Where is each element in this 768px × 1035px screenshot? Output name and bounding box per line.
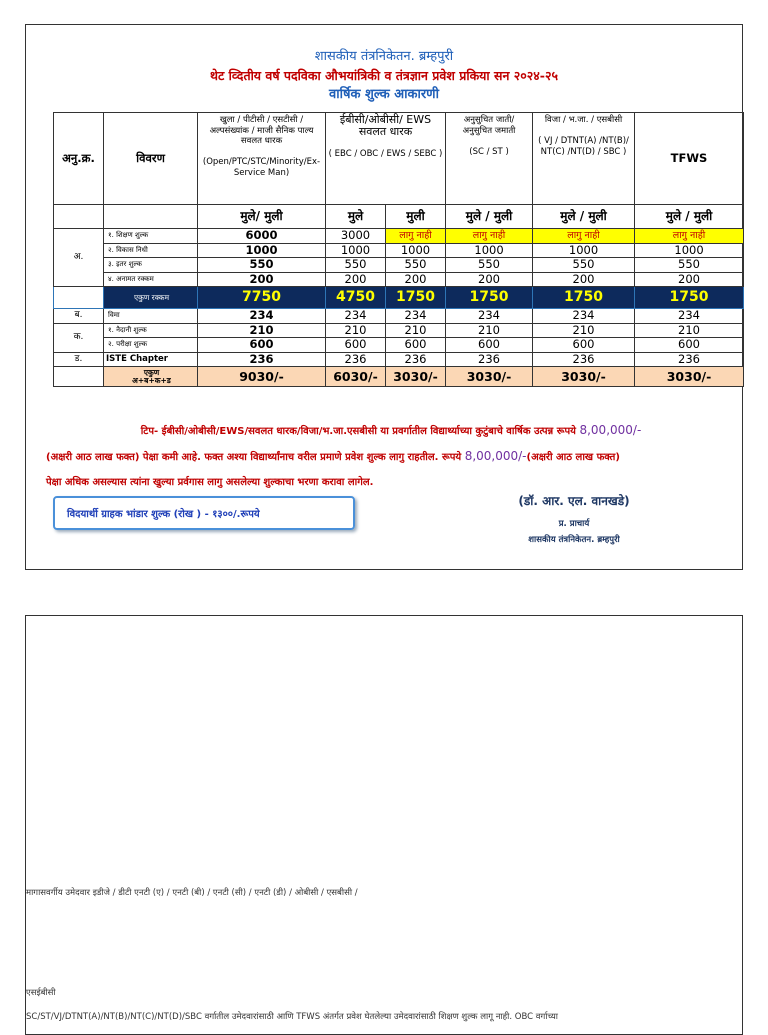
cell: 234 [386, 309, 446, 324]
cell: 600 [326, 338, 386, 353]
empty-cell [54, 367, 104, 387]
na-cell: लागु नाही [533, 229, 635, 244]
cell: 550 [326, 258, 386, 273]
cell: 1000 [533, 243, 635, 258]
cell: 1750 [446, 287, 533, 309]
cell: 236 [386, 352, 446, 367]
cell: 236 [198, 352, 326, 367]
cell: 6000 [198, 229, 326, 244]
cell: 236 [446, 352, 533, 367]
cell: 1000 [386, 243, 446, 258]
store-fee-box: विदयार्थी ग्राहक भांडार शुल्क (रोख ) - १३००/.रूपये [53, 496, 355, 530]
page2-line-3: SC/ST/VJ/DTNT(A)/NT(B)/NT(C)/NT(D)/SBC वर्गातील उमेदवारांसाठी आणि TFWS अंतर्गत प्रवेश घेतलेल्या उमेदवारांसाठी शिक्षण शुल्क लागू नाही. OBC वर्गाच्या [26, 1012, 558, 1022]
sub-empty [104, 205, 198, 229]
table-row [54, 258, 744, 273]
cell: 550 [386, 258, 446, 273]
cell: 234 [446, 309, 533, 324]
col-tfws: TFWS [635, 113, 744, 205]
cell: 210 [326, 323, 386, 338]
page-subtitle: वार्षिक शुल्क आकारणी [329, 87, 439, 102]
row-sr: ब. [54, 309, 104, 324]
row-item: २. परीक्षा शुल्क [104, 338, 198, 353]
cell: 600 [446, 338, 533, 353]
col-sc-mr: अनुसुचित जाती/ अनुसुचित जमाती [462, 115, 516, 136]
na-cell: लागु नाही [386, 229, 446, 244]
sub-boys: मुले [326, 205, 386, 229]
cell: 200 [533, 272, 635, 287]
cell: 1000 [326, 243, 386, 258]
subheader-row [54, 205, 744, 229]
note-line-1: टिप- ईबीसी/ओबीसी/EWS/सवलत धारक/विजा/भ.जा.एसबीसी या प्रवर्गातील विद्यार्थ्याच्या कुटुंबाचे वार्षिक उत्पन्न रूपये [140, 426, 576, 437]
signatory-institute: शासकीय तंत्रनिकेतन. ब्रम्हपुरी [528, 535, 620, 545]
col-sc-en: (SC / ST ) [469, 146, 509, 157]
cell: 234 [635, 309, 744, 324]
cell: 236 [533, 352, 635, 367]
cell: 3030/- [533, 367, 635, 387]
table-row [54, 243, 744, 258]
table-row [54, 352, 744, 367]
cell: 1000 [635, 243, 744, 258]
row-item: ४. अनामत रक्कम [104, 272, 198, 287]
page2-line-2: एसईबीसी [26, 988, 56, 998]
signatory-role: प्र. प्राचार्य [558, 519, 590, 529]
cell: 600 [635, 338, 744, 353]
cell: 3030/- [446, 367, 533, 387]
cell: 3000 [326, 229, 386, 244]
col-vj-en: ( VJ / DTNT(A) /NT(B)/ NT(C) /NT(D) / SBC ) [538, 136, 629, 157]
note-amount-2: 8,00,000/- [464, 449, 527, 463]
header-row [54, 113, 744, 205]
cell: 550 [533, 258, 635, 273]
empty-cell [54, 287, 104, 309]
cell: 200 [386, 272, 446, 287]
row-item: विमा [104, 309, 198, 324]
page-title: थेट व्दितीय वर्ष पदविका औभयांत्रिकी व तंत्रज्ञान प्रवेश प्रकिया सन २०२४-२५ [210, 68, 558, 83]
sub-open: मुले/ मुली [198, 205, 326, 229]
table-row [54, 229, 744, 244]
cell: 236 [635, 352, 744, 367]
sub-girls: मुली [386, 205, 446, 229]
cell: 210 [533, 323, 635, 338]
cell: 236 [326, 352, 386, 367]
col-sc [446, 113, 533, 205]
col-open [198, 113, 326, 205]
col-ebc-mr: ईबीसी/ओबीसी/ EWS सवलत धारक [339, 113, 432, 138]
cell: 3030/- [386, 367, 446, 387]
fee-table [53, 112, 744, 387]
cell: 1000 [446, 243, 533, 258]
cell: 6030/- [326, 367, 386, 387]
signatory-name: (डॉ. आर. एल. वानखडे) [518, 494, 630, 508]
total-row [54, 287, 744, 309]
income-note [46, 418, 736, 495]
cell: 1000 [198, 243, 326, 258]
row-item: १. शिक्षण शुल्क [104, 229, 198, 244]
table-row [54, 272, 744, 287]
col-ebc [326, 113, 446, 205]
na-cell: लागु नाही [446, 229, 533, 244]
table-row [54, 323, 744, 338]
page2-line-1: मागासवर्गीय उमेदवार इडीजे / डीटी एनटी (ए) / एनटी (बी) / एनटी (सी) / एनटी (डी) / ओबीसी / एसबीसी / [26, 888, 358, 898]
cell: 600 [198, 338, 326, 353]
cell: 1750 [533, 287, 635, 309]
na-cell: लागु नाही [635, 229, 744, 244]
group-label: अ. [54, 229, 104, 287]
col-open-mr: खुला / पीटीसी / एसटीसी / अल्पसंख्यांक / माजी सैनिक पाल्य सवलत धारक [209, 115, 314, 146]
cell: 234 [533, 309, 635, 324]
grand-label-1: एकुण [143, 367, 160, 377]
note-amount: 8,00,000/- [579, 423, 642, 437]
row-item: २. विकास निधी [104, 243, 198, 258]
table-row [54, 338, 744, 353]
fee-page [25, 24, 743, 570]
cell: 210 [446, 323, 533, 338]
cell: 600 [533, 338, 635, 353]
cell: 3030/- [635, 367, 744, 387]
cell: 210 [386, 323, 446, 338]
cell: 234 [326, 309, 386, 324]
col-ebc-en: ( EBC / OBC / EWS / SEBC ) [328, 148, 443, 159]
group-label: क. [54, 323, 104, 352]
second-page [25, 615, 743, 1035]
cell: 234 [198, 309, 326, 324]
table-row [54, 309, 744, 324]
col-desc: विवरण [104, 113, 198, 205]
total-label: एकुण रक्कम [104, 287, 198, 309]
cell: 600 [386, 338, 446, 353]
sub-sc: मुले / मुली [446, 205, 533, 229]
grand-total-row [54, 367, 744, 387]
cell: 1750 [635, 287, 744, 309]
cell: 210 [635, 323, 744, 338]
col-vj-mr: विजा / भ.जा. / एसबीसी [544, 115, 623, 125]
grand-total-label [104, 367, 198, 387]
cell: 200 [446, 272, 533, 287]
row-sr: ड. [54, 352, 104, 367]
cell: 200 [326, 272, 386, 287]
cell: 4750 [326, 287, 386, 309]
cell: 7750 [198, 287, 326, 309]
note-line-3: पेक्षा अधिक असल्यास त्यांना खुल्या प्रर्वगास लागु असलेल्या शुल्काचा भरणा करावा लागेल. [46, 477, 374, 488]
cell: 1750 [386, 287, 446, 309]
cell: 200 [198, 272, 326, 287]
cell: 9030/- [198, 367, 326, 387]
cell: 210 [198, 323, 326, 338]
sub-vj: मुले / मुली [533, 205, 635, 229]
col-vj [533, 113, 635, 205]
note-words: (अक्षरी आठ लाख फक्त) [526, 452, 620, 463]
row-item: १. नैदानी शुल्क [104, 323, 198, 338]
sub-tfws: मुले / मुली [635, 205, 744, 229]
cell: 550 [446, 258, 533, 273]
row-item: ISTE Chapter [104, 352, 198, 367]
col-sr: अनु.क्र. [54, 113, 104, 205]
institute-name: शासकीय तंत्रनिकेतन. ब्रम्हपुरी [314, 49, 454, 64]
cell: 550 [635, 258, 744, 273]
grand-label-2: अ+ब+क+ड [132, 375, 171, 385]
note-line-2: (अक्षरी आठ लाख फक्त) पेक्षा कमी आहे. फक्त अश्या विद्यार्थ्यांनाच वरील प्रमाणे प्रवेश शुल्क लागु राहतील. रूपये [46, 452, 462, 463]
cell: 200 [635, 272, 744, 287]
sub-empty [54, 205, 104, 229]
col-open-en: (Open/PTC/STC/Minority/Ex-Service Man) [202, 157, 321, 178]
row-item: ३. इतर शुल्क [104, 258, 198, 273]
cell: 550 [198, 258, 326, 273]
